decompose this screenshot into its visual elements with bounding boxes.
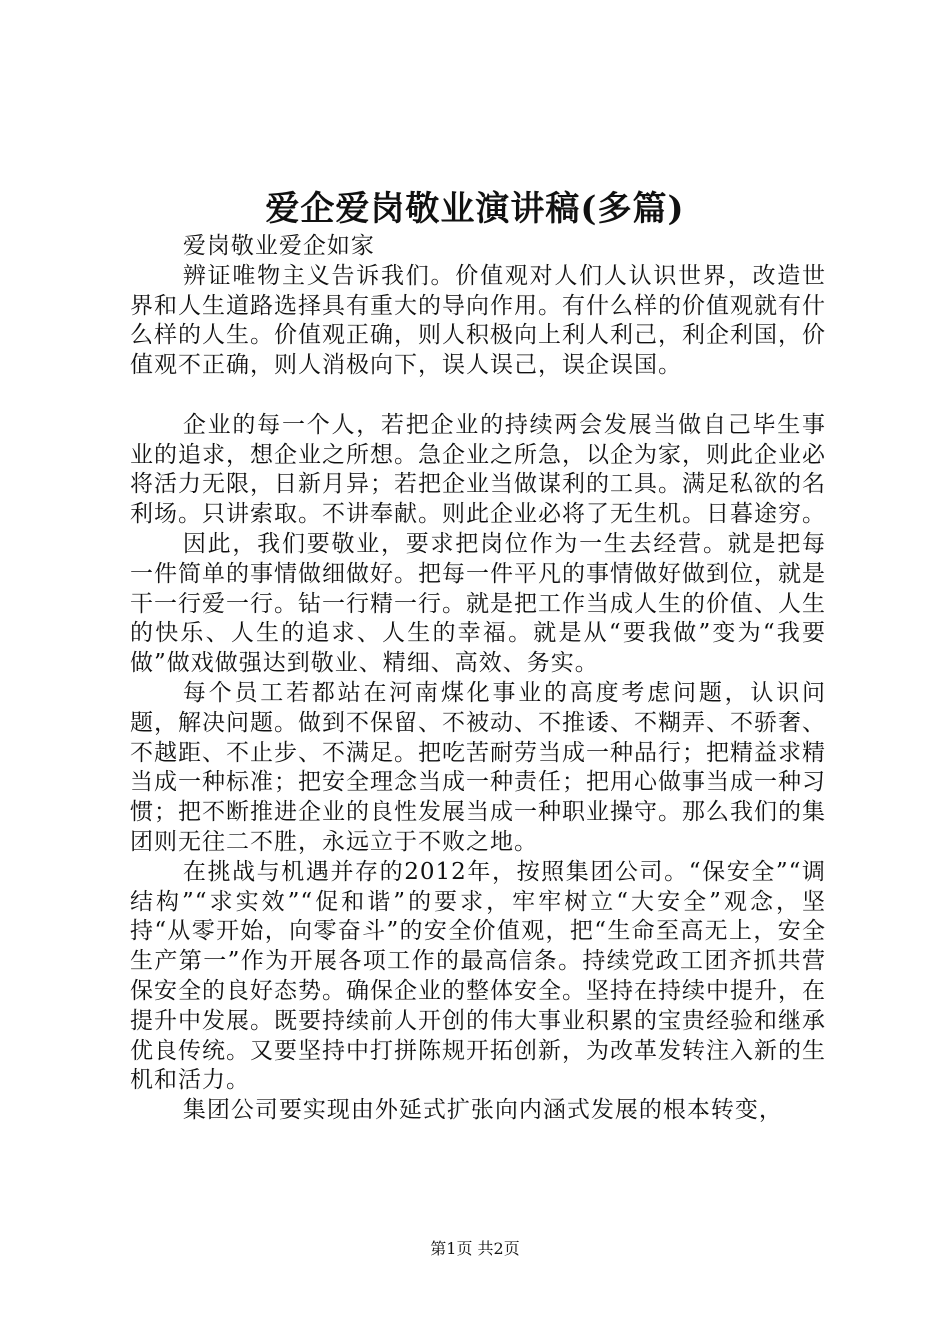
- body-paragraph: 每个员工若都站在河南煤化事业的高度考虑问题，认识问题，解决问题。做到不保留、不被动、不推诿、不糊弄、不骄奢、不越距、不止步、不满足。把吃苦耐劳当成一种品行；把精益求精当成一种标准；把安全理念当成一种责任；把用心做事当成一种习惯；把不断推进企业的良性发展当成一种职业操守。那么我们的集团则无往二不胜，永远立于不败之地。: [130, 679, 826, 855]
- body-paragraph: 因此，我们要敬业，要求把岗位作为一生去经营。就是把每一件简单的事情做细做好。把每一件平凡的事情做好做到位，就是干一行爱一行。钻一行精一行。就是把工作当成人生的价值、人生的快乐、人生的追求、人生的幸福。就是从“要我做”变为“我要做”做戏做强达到敬业、精细、高效、务实。: [130, 530, 826, 677]
- paragraph-spacer: [130, 381, 826, 411]
- body-paragraph: 在挑战与机遇并存的2012年，按照集团公司。“保安全”“调结构”“求实效”“促和谐”的要求，牢牢树立“大安全”观念，坚持“从零开始，向零奋斗”的安全价值观，把“生命至高无上，安全生产第一”作为开展各项工作的最高信条。持续党政工团齐抓共营保安全的良好态势。确保企业的整体安全。坚持在持续中提升，在提升中发展。既要持续前人开创的伟大事业积累的宝贵经验和继承优良传统。又要坚持中打拼陈规开拓创新，为改革发转注入新的生机和活力。: [130, 858, 826, 1094]
- page-number-footer: 第1页 共2页: [430, 1239, 520, 1258]
- subtitle-paragraph: 爱岗敬业爱企如家: [182, 233, 375, 259]
- document-body: [130, 232, 826, 1126]
- body-paragraph: 企业的每一个人，若把企业的持续两会发展当做自己毕生事业的追求，想企业之所想。急企业之所急，以企为家，则此企业必将活力无限，日新月异；若把企业当做谋利的工具。满足私欲的名利场。只讲索取。不讲奉献。则此企业必将了无生机。日暮途穷。: [130, 411, 826, 528]
- body-paragraph: 辨证唯物主义告诉我们。价值观对人们人认识世界，改造世界和人生道路选择具有重大的导向作用。有什么样的价值观就有什么样的人生。价值观正确，则人积极向上利人利己，利企利国，价值观不正确，则人消极向下，误人误己，误企误国。: [130, 262, 826, 379]
- document-title: 爱企爱岗敬业演讲稿(多篇): [265, 189, 685, 229]
- body-paragraph: 集团公司要实现由外延式扩张向内涵式发展的根本转变，: [182, 1097, 783, 1124]
